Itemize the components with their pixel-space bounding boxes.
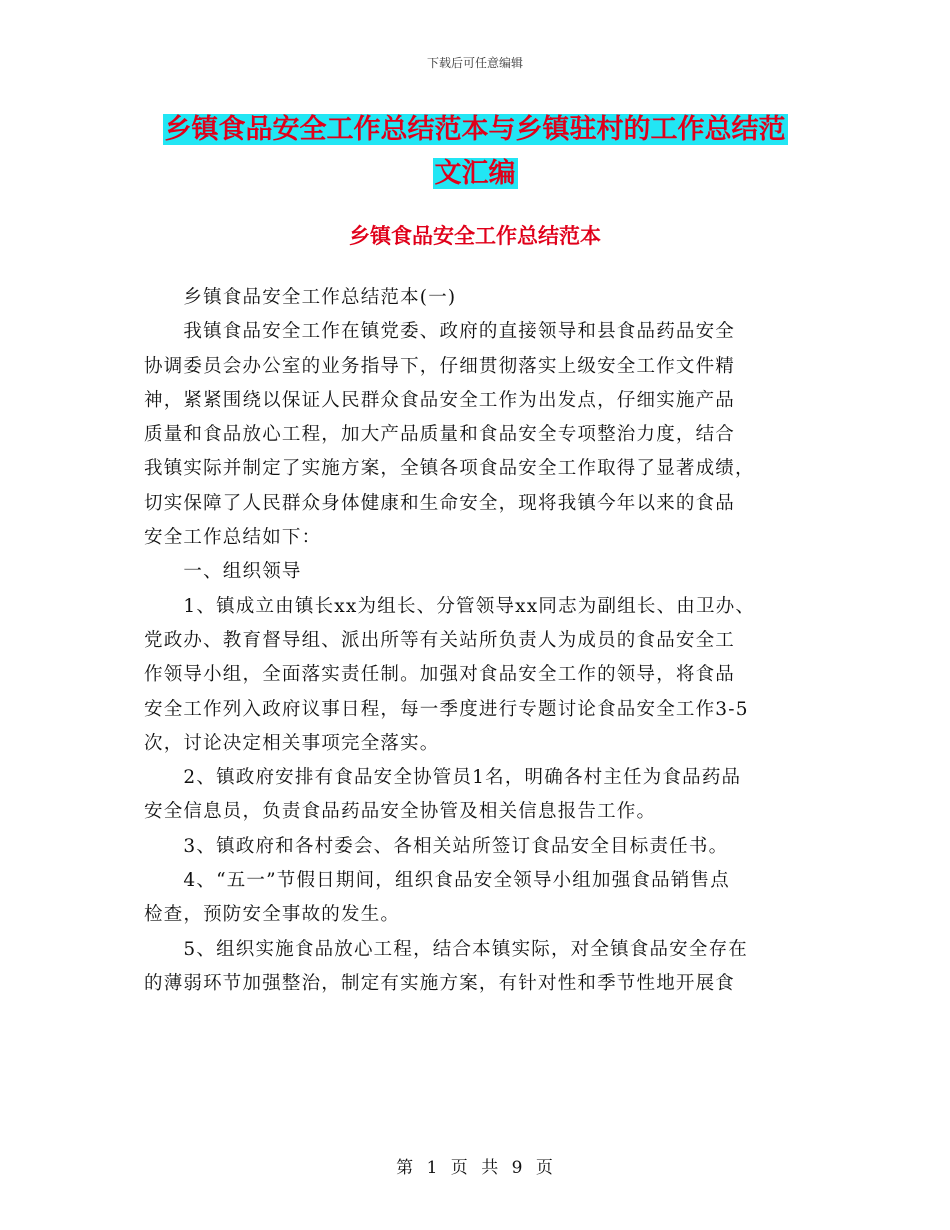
body-line: 神，紧紧围绕以保证人民群众食品安全工作为出发点，仔细实施产品 (144, 389, 736, 411)
body-line: 切实保障了人民群众身体健康和生命安全，现将我镇今年以来的食品 (144, 492, 736, 514)
section-heading: 乡镇食品安全工作总结范本 (349, 224, 601, 248)
header-note: 下载后可任意编辑 (426, 56, 523, 70)
body-line: 乡镇食品安全工作总结范本(一) (144, 287, 457, 308)
body-line: 党政办、教育督导组、派出所等有关站所负责人为成员的食品安全工 (144, 629, 736, 651)
body-line: 的薄弱环节加强整治，制定有实施方案，有针对性和季节性地开展食 (144, 972, 736, 994)
body-line: 安全信息员，负责食品药品安全协管及相关信息报告工作。 (144, 801, 657, 823)
body-text (144, 281, 812, 1001)
body-line: 2、镇政府安排有食品安全协管员1名，明确各村主任为食品药品 (144, 767, 742, 789)
body-line: 协调委员会办公室的业务指导下，仔细贯彻落实上级安全工作文件精 (144, 355, 736, 377)
body-line: 作领导小组，全面落实责任制。加强对食品安全工作的领导，将食品 (144, 664, 736, 686)
page-footer: 第 1 页 共 9 页 (396, 1158, 554, 1178)
body-line: 安全工作列入政府议事日程，每一季度进行专题讨论食品安全工作3-5 (144, 698, 749, 720)
body-line: 次，讨论决定相关事项完全落实。 (144, 732, 440, 754)
body-line: 检查，预防安全事故的发生。 (144, 904, 401, 926)
body-line: 一、组织领导 (144, 561, 302, 583)
body-line: 3、镇政府和各村委会、各相关站所签订食品安全目标责任书。 (144, 835, 729, 857)
body-line: 安全工作总结如下： (144, 527, 322, 549)
body-line: 我镇食品安全工作在镇党委、政府的直接领导和县食品药品安全 (144, 321, 736, 343)
body-line: 我镇实际并制定了实施方案，全镇各项食品安全工作取得了显著成绩， (144, 458, 755, 480)
body-line: 4、“五一”节假日期间，组织食品安全领导小组加强食品销售点 (144, 870, 730, 892)
document-title-line-1: 乡镇食品安全工作总结范本与乡镇驻村的工作总结范 (164, 114, 786, 145)
body-line: 1、镇成立由镇长xx为组长、分管领导xx同志为副组长、由卫办、 (144, 595, 756, 617)
body-line: 5、组织实施食品放心工程，结合本镇实际，对全镇食品安全存在 (144, 938, 748, 960)
document-title-line-2: 文汇编 (434, 158, 516, 189)
body-line: 质量和食品放心工程，加大产品质量和食品安全专项整治力度，结合 (144, 424, 736, 446)
